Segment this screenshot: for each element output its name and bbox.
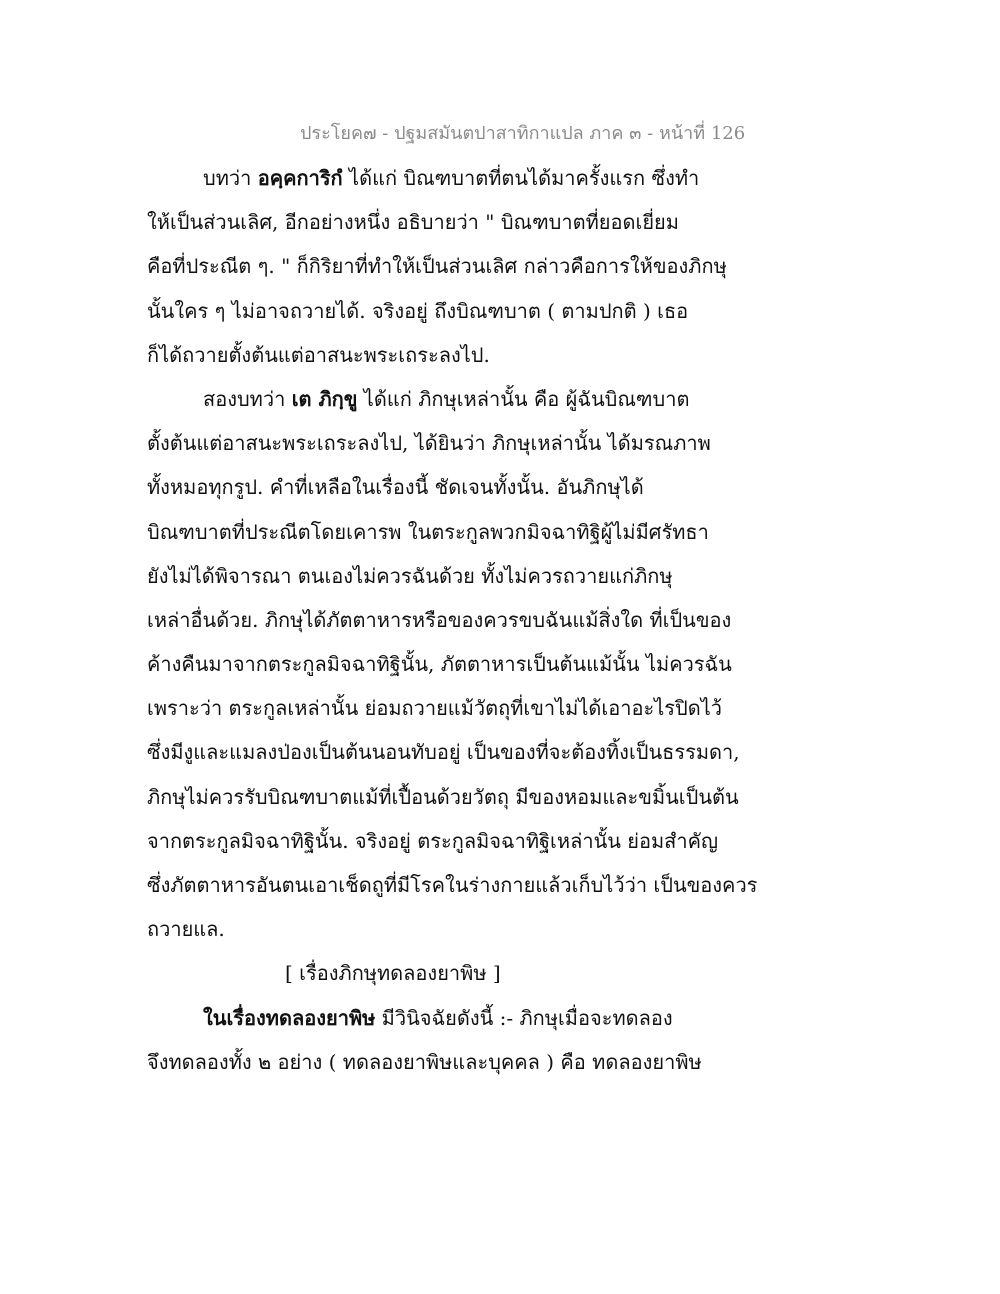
paragraph-line: ค้างคืนมาจากตระกูลมิจฉาทิฐินั้น, ภัตตาหารเป็นต้นแม้นั้น ไม่ควรฉัน <box>147 652 732 677</box>
paragraph-line: ภิกษุไม่ควรรับบิณฑบาตแม้ที่เปื้อนด้วยวัตถุ มีของหอมและขมิ้นเป็นต้น <box>147 784 739 809</box>
paragraph-line: เพราะว่า ตระกูลเหล่านั้น ย่อมถวายแม้วัตถุที่เขาไม่ได้เอาอะไรปิดไว้ <box>147 696 723 721</box>
line-text: มีวินิจฉัยดังนี้ :- ภิกษุเมื่อจะทดลอง <box>375 1005 673 1030</box>
line-text: ได้แก่ บิณฑบาตที่ตนได้มาครั้งแรก ซึ่งทำ <box>342 166 700 190</box>
paragraph-line: จึงทดลองทั้ง ๒ อย่าง ( ทดลองยาพิษและบุคคล ) คือ ทดลองยาพิษ <box>147 1049 702 1074</box>
body-text <box>147 156 758 1084</box>
paragraph-line: ถวายแล. <box>147 917 225 942</box>
paragraph-line: เหล่าอื่นด้วย. ภิกษุได้ภัตตาหารหรือของควรขบฉันแม้สิ่งใด ที่เป็นของ <box>147 607 732 632</box>
pali-term: เต ภิกฺขู <box>291 386 358 411</box>
paragraph-line: ก็ได้ถวายตั้งต้นแต่อาสนะพระเถระลงไป. <box>147 342 490 367</box>
section-term: ในเรื่องทดลองยาพิษ <box>203 1005 376 1030</box>
line-text: ได้แก่ ภิกษุเหล่านั้น คือ ผู้ฉันบิณฑบาต <box>357 386 690 411</box>
paragraph-line: นั้นใคร ๆ ไม่อาจถวายได้. จริงอยู่ ถึงบิณฑบาต ( ตามปกติ ) เธอ <box>147 298 689 323</box>
paragraph-line: บิณฑบาตที่ประณีตโดยเคารพ ในตระกูลพวกมิจฉาทิฐิผู้ไม่มีศรัทธา <box>147 519 709 544</box>
paragraph-line: จากตระกูลมิจฉาทิฐินั้น. จริงอยู่ ตระกูลมิจฉาทิฐิเหล่านั้น ย่อมสำคัญ <box>147 828 719 853</box>
paragraph-line: ซึ่งมีงูและแมลงป่องเป็นต้นนอนทับอยู่ เป็นของที่จะต้องทิ้งเป็นธรรมดา, <box>147 740 740 765</box>
paragraph-line: ให้เป็นส่วนเลิศ, อีกอย่างหนึ่ง อธิบายว่า " บิณฑบาตที่ยอดเยี่ยม <box>147 210 679 235</box>
paragraph-line <box>147 377 727 421</box>
paragraph-line <box>147 156 727 200</box>
line-text: สองบทว่า <box>203 386 292 411</box>
paragraph-line <box>147 996 727 1040</box>
paragraph-line: ยังไม่ได้พิจารณา ตนเองไม่ควรฉันด้วย ทั้งไม่ควรถวายแก่ภิกษุ <box>147 563 673 588</box>
section-heading: [ เรื่องภิกษุทดลองยาพิษ ] <box>285 961 501 986</box>
pali-term: อคฺคการิกํ <box>257 166 343 190</box>
paragraph-line: คือที่ประณีต ๆ. " ก็กิริยาที่ทำให้เป็นส่วนเลิศ กล่าวคือการให้ของภิกษุ <box>147 254 727 279</box>
paragraph-line: ตั้งต้นแต่อาสนะพระเถระลงไป, ได้ยินว่า ภิกษุเหล่านั้น ได้มรณภาพ <box>147 431 711 456</box>
paragraph-line: ซึ่งภัตตาหารอันตนเอาเช็ดถูที่มีโรคในร่างกายแล้วเก็บไว้ว่า เป็นของควร <box>147 873 758 897</box>
line-text: บทว่า <box>203 166 258 190</box>
paragraph-line: ทั้งหมอทุกรูป. คำที่เหลือในเรื่องนี้ ชัดเจนทั้งนั้น. อันภิกษุได้ <box>147 475 644 500</box>
running-header: ประโยค๗ - ปฐมสมันตปาสาทิกาแปล ภาค ๓ - หน้าที่ 126 <box>300 123 746 144</box>
